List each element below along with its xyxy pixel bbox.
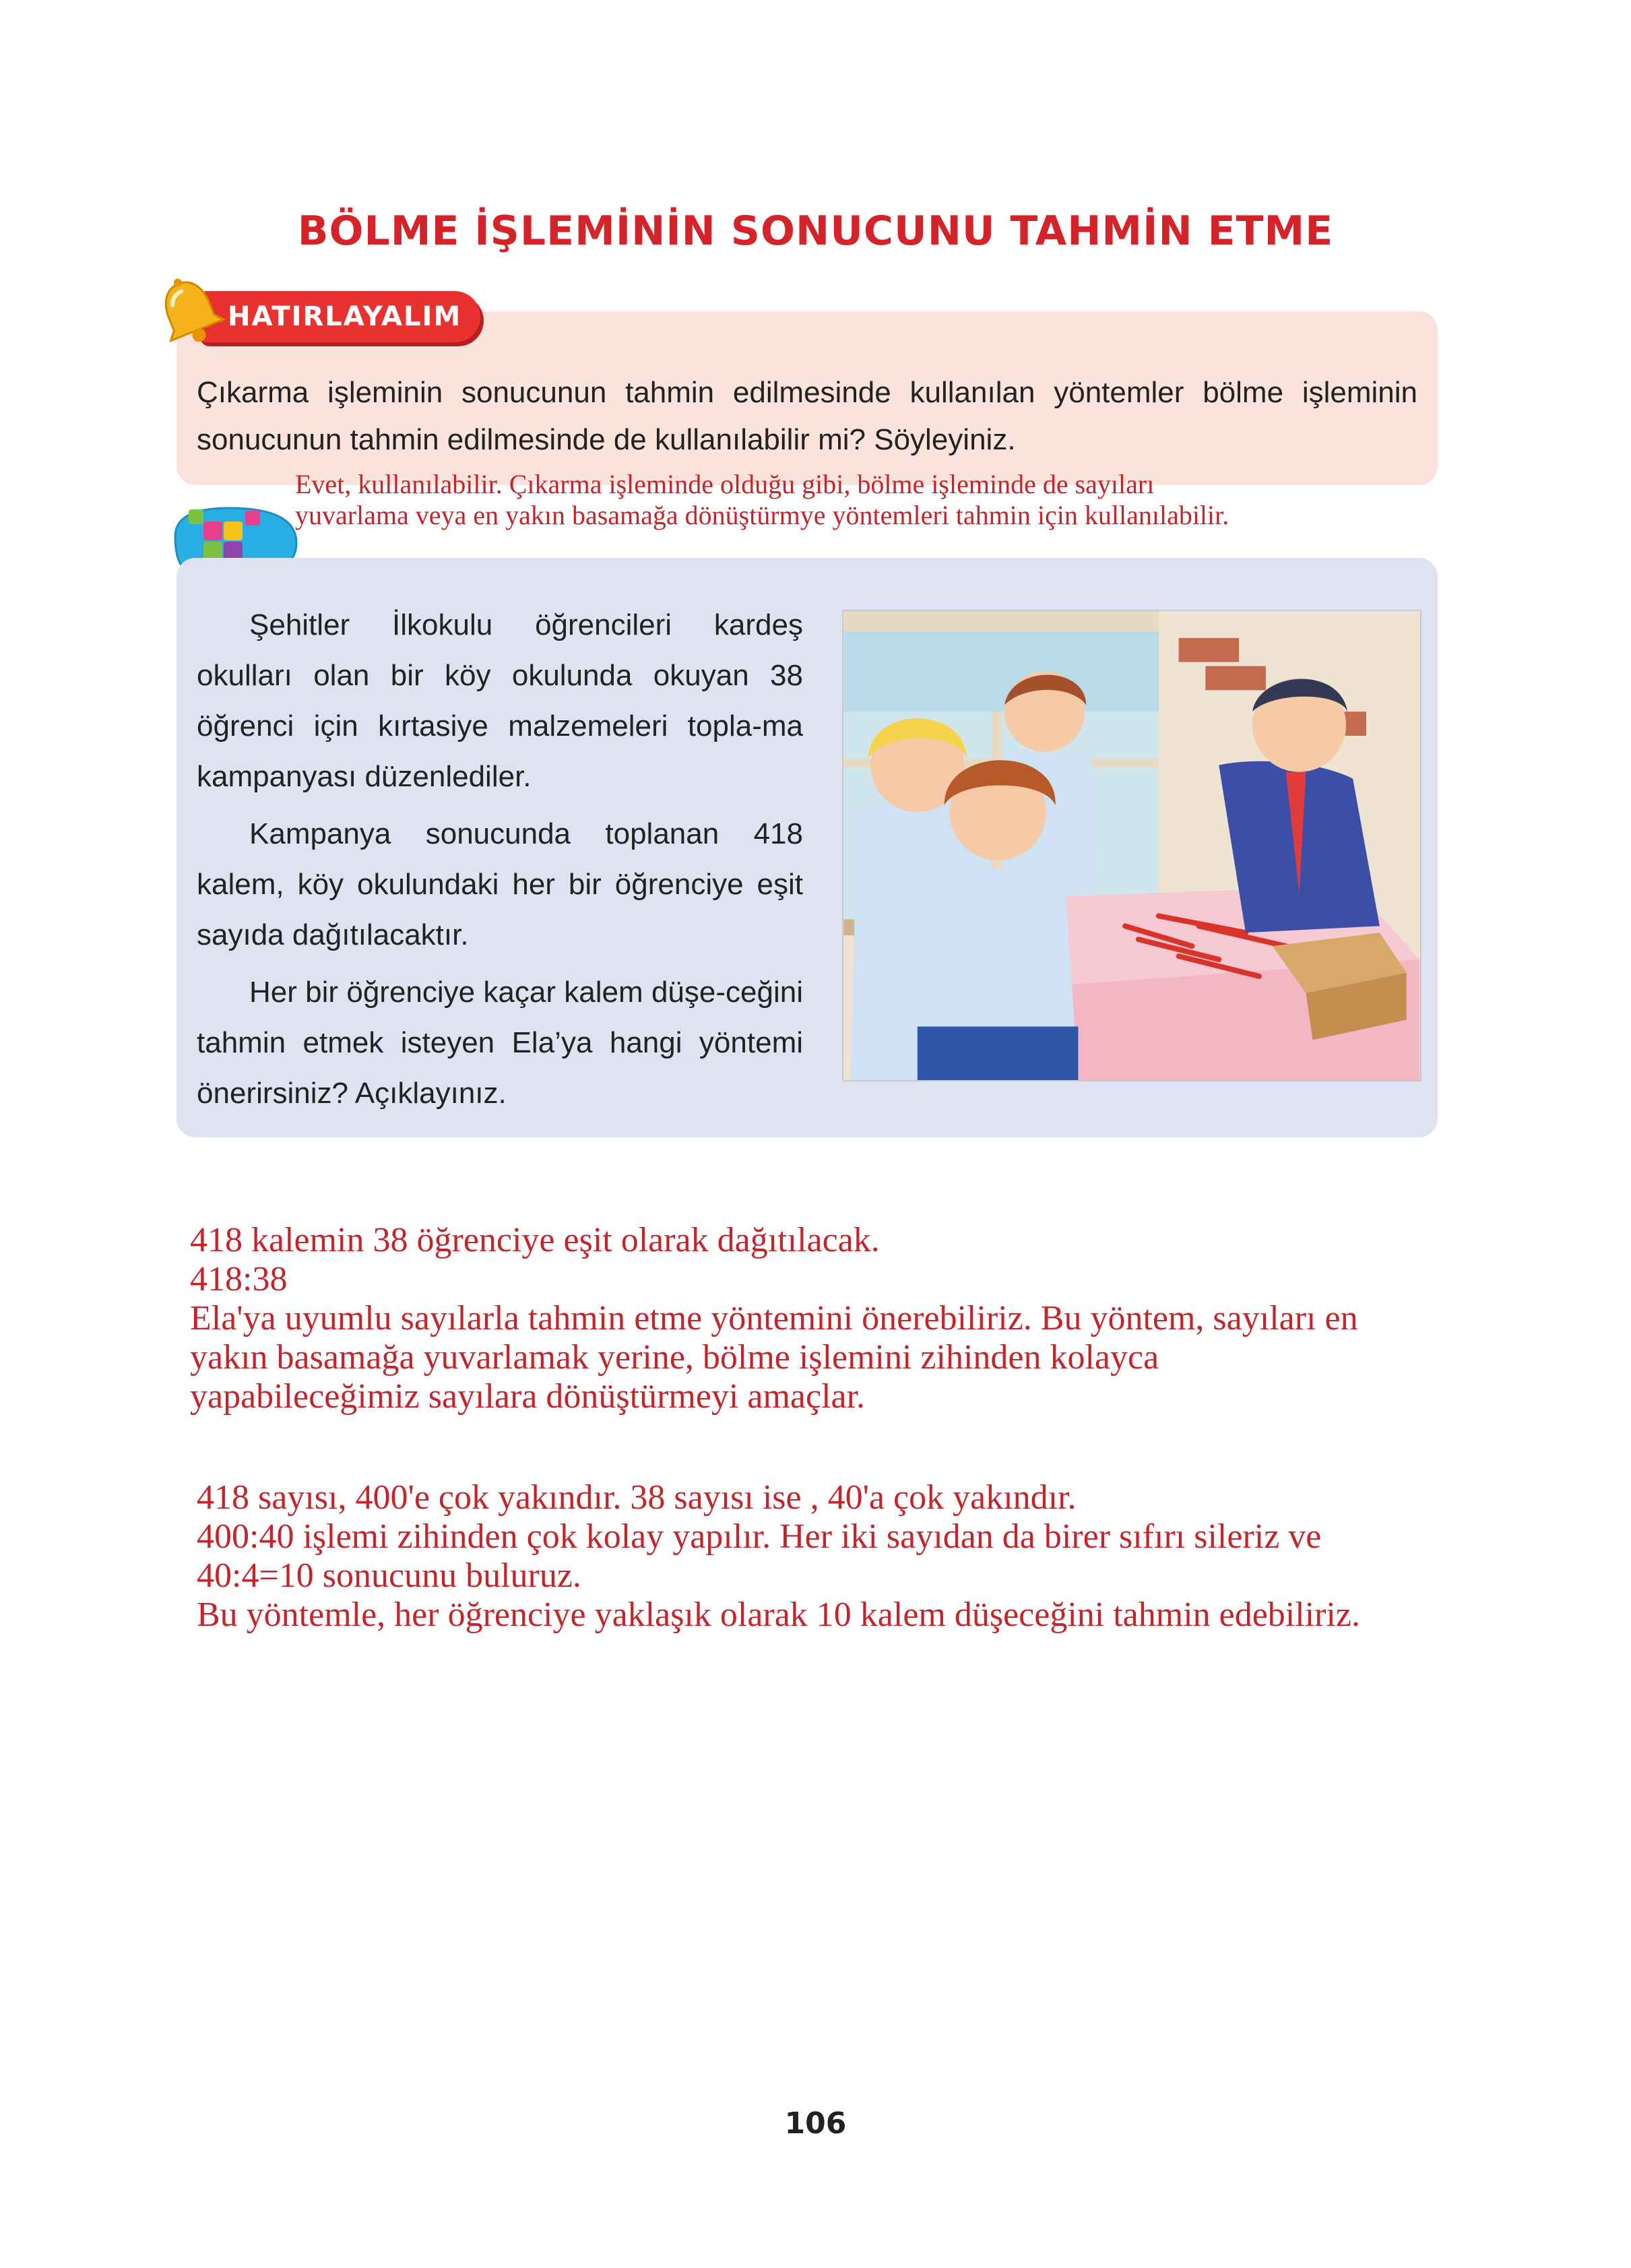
problem-paragraph: Her bir öğrenciye kaçar kalem düşe-ceğini tahmin etmek isteyen Ela’ya hangi yöntemi önerirsiniz? Açıklayınız. <box>197 976 803 1110</box>
answer-block-2 <box>197 1478 1510 1635</box>
answer-line: 418 kalemin 38 öğrenciye eşit olarak dağıtılacak. <box>190 1221 880 1259</box>
answer-line: Bu yöntemle, her öğrenciye yaklaşık olarak 10 kalem düşeceğini tahmin edebiliriz. <box>197 1596 1360 1634</box>
answer-line: 418 sayısı, 400'e çok yakındır. 38 sayısı ise , 40'a çok yakındır. <box>197 1478 1077 1517</box>
answer-line: 400:40 işlemi zihinden çok kolay yapılır. Her iki sayıdan da birer sıfırı sileriz ve <box>197 1517 1322 1556</box>
answer-line: yapabileceğimiz sayılara dönüştürmeyi amaçlar. <box>190 1377 866 1416</box>
answer-line: yakın basamağa yuvarlamak yerine, bölme işlemini zihinden kolayca <box>190 1338 1159 1377</box>
problem-paragraph: Kampanya sonucunda toplanan 418 kalem, köy okulundaki her bir öğrenciye eşit sayıda dağıtılacaktır. <box>197 817 803 951</box>
remember-answer-line: yuvarlama veya en yakın basamağa dönüştürmye yöntemleri tahmin için kullanılabilir. <box>295 500 1229 530</box>
classroom-illustration <box>842 610 1421 1081</box>
remember-answer <box>295 469 1494 531</box>
remember-question: Çıkarma işleminin sonucunun tahmin edilmesinde kullanılan yöntemler bölme işleminin sonucunun tahmin edilmesinde de kullanılabilir mi? Söyleyiniz. <box>197 376 1417 456</box>
remember-badge: HATIRLAYALIM <box>197 291 480 342</box>
answer-block-1 <box>190 1221 1504 1416</box>
answer-line: 40:4=10 sonucunu buluruz. <box>197 1556 581 1595</box>
problem-paragraph: Şehitler İlkokulu öğrencileri kardeş okulları olan bir köy okulunda okuyan 38 öğrenci için kırtasiye malzemeleri topla-ma kampanyası düzenlediler. <box>197 608 803 793</box>
problem-text <box>197 600 803 1125</box>
bell-icon <box>150 272 230 353</box>
remember-answer-line: Evet, kullanılabilir. Çıkarma işleminde olduğu gibi, bölme işleminde de sayıları <box>295 469 1155 499</box>
page-number: 106 <box>784 2106 847 2141</box>
answer-line: 418:38 <box>190 1260 288 1298</box>
answer-line: Ela'ya uyumlu sayılarla tahmin etme yöntemini önerebiliriz. Bu yöntem, sayıları en <box>190 1299 1358 1337</box>
page-title: BÖLME İŞLEMİNİN SONUCUNU TAHMİN ETME <box>297 208 1334 255</box>
